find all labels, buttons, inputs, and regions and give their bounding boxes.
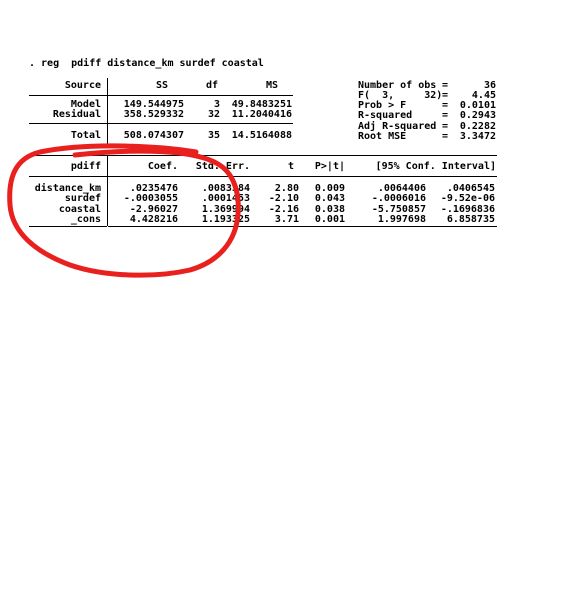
stat-label-rmse: Root MSE <box>358 131 407 142</box>
coef-ci-lo-cons: 1.997698 <box>377 214 426 225</box>
coef-p-coastal: 0.038 <box>314 204 345 215</box>
coef-ci-lo-distance-km: .0064406 <box>377 183 426 194</box>
coef-header-t: t <box>287 161 294 172</box>
coef-ci-hi-distance-km: .0406545 <box>446 183 495 194</box>
coef-var-coastal: coastal <box>58 204 101 215</box>
anova-ms-residual: 11.2040416 <box>231 109 292 120</box>
coef-se-coastal: 1.369994 <box>201 204 250 215</box>
coef-value-distance-km: .0235476 <box>129 183 178 194</box>
coef-ci-lo-coastal: -5.750857 <box>371 204 426 215</box>
anova-ss-total: 508.074307 <box>123 130 184 141</box>
anova-ms-total: 14.5164088 <box>231 130 292 141</box>
stat-eq-r2: = <box>442 110 449 121</box>
coef-p-distance-km: 0.009 <box>314 183 345 194</box>
stat-value-r2: 0.2943 <box>459 110 496 121</box>
coef-t-cons: 3.71 <box>274 214 299 225</box>
stat-eq-probf: = <box>442 100 449 111</box>
coef-se-surdef: .0001453 <box>201 193 250 204</box>
coef-var-cons: _cons <box>70 214 101 225</box>
anova-source-total: Total <box>70 130 101 141</box>
stat-label-nobs: Number of obs <box>358 80 437 91</box>
anova-ss-residual: 358.529332 <box>123 109 184 120</box>
stat-label-probf: Prob > F <box>358 100 407 111</box>
coef-ci-hi-cons: 6.858735 <box>446 214 495 225</box>
stat-label-r2: R-squared <box>358 110 413 121</box>
stat-label-f: F( 3, 32) <box>358 90 443 101</box>
stat-eq-rmse: = <box>442 131 449 142</box>
coef-header-p: P>|t| <box>314 161 345 172</box>
stat-value-probf: 0.0101 <box>459 100 496 111</box>
anova-source-residual: Residual <box>52 109 101 120</box>
coef-ci-hi-coastal: -.1696836 <box>440 204 495 215</box>
coef-p-surdef: 0.043 <box>314 193 345 204</box>
coef-value-cons: 4.428216 <box>129 214 178 225</box>
coef-value-coastal: -2.96027 <box>129 204 178 215</box>
anova-df-model: 3 <box>213 99 220 110</box>
coef-ci-lo-surdef: -.0006016 <box>371 193 426 204</box>
stat-value-adjr2: 0.2282 <box>459 121 496 132</box>
coef-p-cons: 0.001 <box>314 214 345 225</box>
anova-header-source: Source <box>64 80 101 91</box>
anova-source-model: Model <box>70 99 101 110</box>
stat-eq-nobs: = <box>442 80 449 91</box>
stat-label-adjr2: Adj R-squared <box>358 121 437 132</box>
coef-se-distance-km: .0083384 <box>201 183 250 194</box>
coef-value-surdef: -.0003055 <box>123 193 178 204</box>
stat-value-rmse: 3.3472 <box>459 131 496 142</box>
anova-df-residual: 32 <box>207 109 220 120</box>
command-line: . reg pdiff distance_km surdef coastal <box>29 58 264 69</box>
stat-eq-f: = <box>442 90 449 101</box>
coef-var-surdef: surdef <box>64 193 101 204</box>
anova-ss-model: 149.544975 <box>123 99 184 110</box>
coef-header-ci: [95% Conf. Interval] <box>375 161 496 172</box>
anova-df-total: 35 <box>207 130 220 141</box>
stat-eq-adjr2: = <box>442 121 449 132</box>
anova-header-ss: SS <box>155 80 168 91</box>
coef-header-depvar: pdiff <box>70 161 101 172</box>
stat-value-f: 4.45 <box>471 90 496 101</box>
stat-value-nobs: 36 <box>483 80 496 91</box>
coef-t-distance-km: 2.80 <box>274 183 299 194</box>
coef-var-distance-km: distance_km <box>34 183 101 194</box>
coef-se-cons: 1.193325 <box>201 214 250 225</box>
anova-ms-model: 49.8483251 <box>231 99 292 110</box>
coef-t-coastal: -2.16 <box>268 204 299 215</box>
anova-header-ms: MS <box>265 80 278 91</box>
anova-header-df: df <box>205 80 218 91</box>
coef-t-surdef: -2.10 <box>268 193 299 204</box>
coef-header-coef: Coef. <box>147 161 178 172</box>
coef-header-se: Std. Err. <box>195 161 250 172</box>
coef-ci-hi-surdef: -9.52e-06 <box>440 193 495 204</box>
